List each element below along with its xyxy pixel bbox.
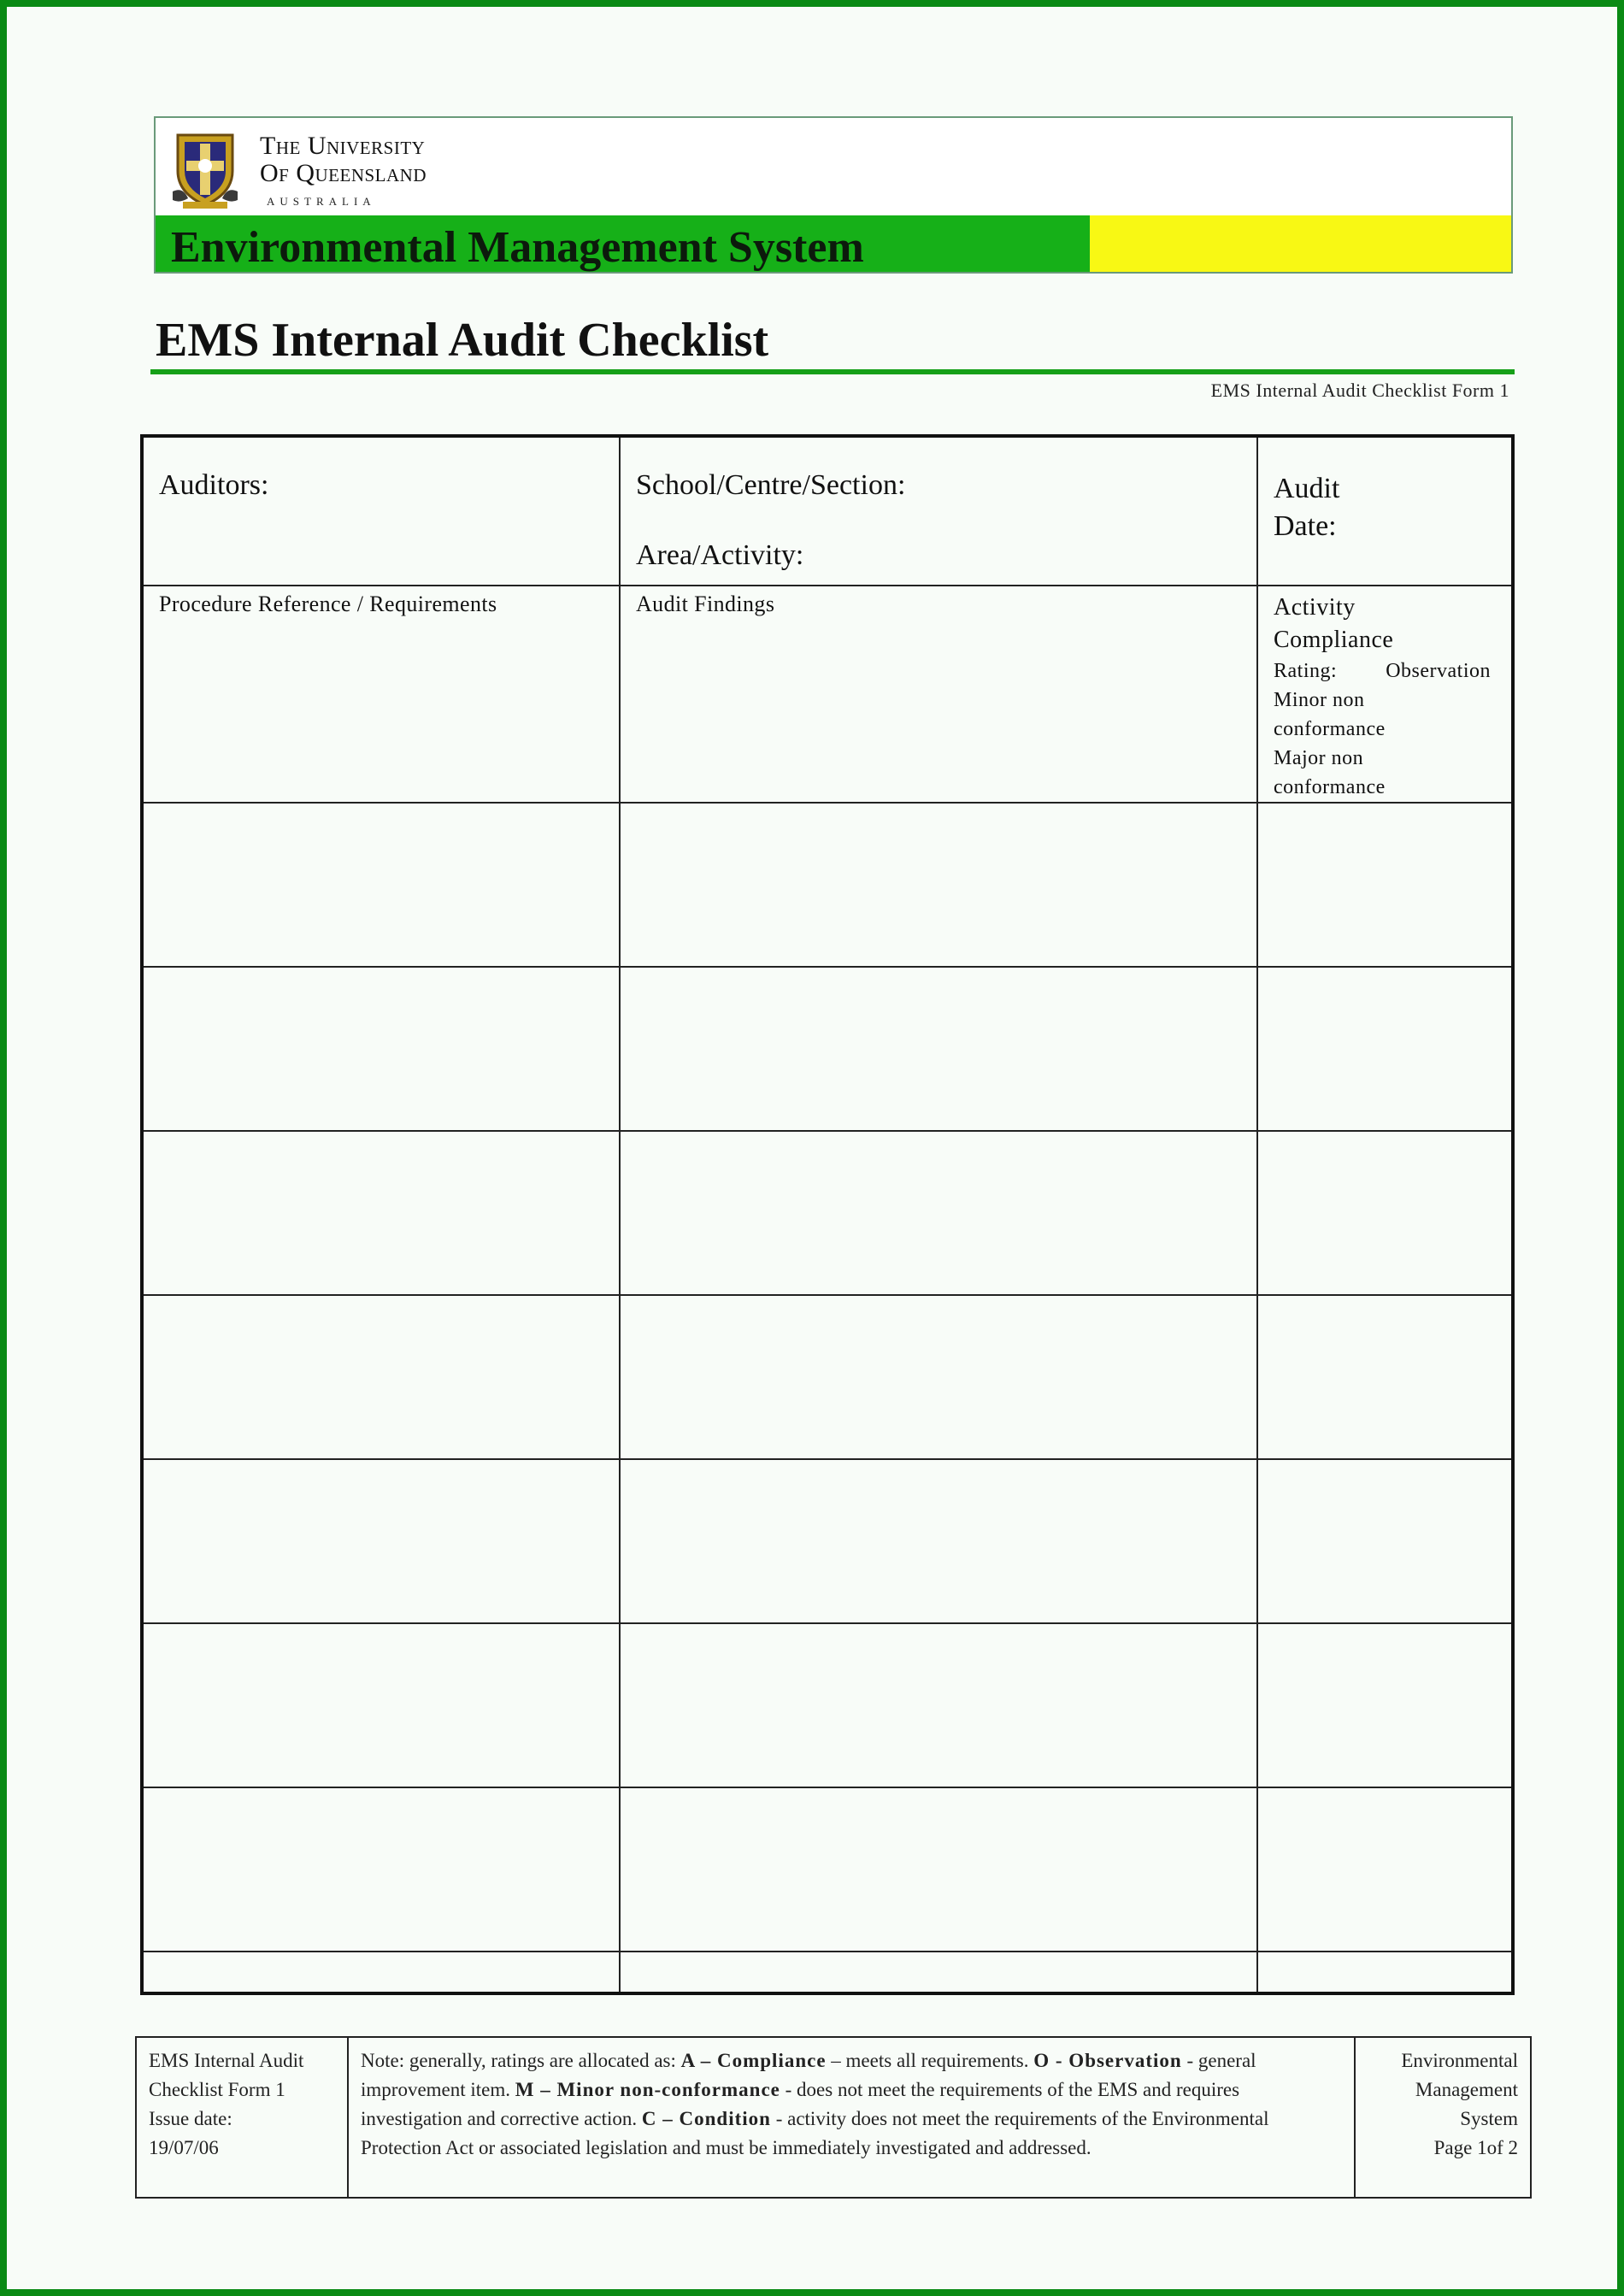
footer-form-line1: EMS Internal Audit — [149, 2050, 304, 2071]
table-row — [142, 1295, 1513, 1459]
footer-system-line2: Management — [1415, 2079, 1518, 2100]
banner — [156, 215, 1511, 272]
document-title: EMS Internal Audit Checklist — [156, 314, 769, 367]
note-observation: O - Observation — [1033, 2050, 1182, 2071]
column-header-row — [142, 586, 1513, 803]
note-prefix: Note: generally, ratings are allocated as: — [361, 2050, 681, 2071]
university-name-line1: The University — [260, 132, 426, 160]
procedure-header-cell — [142, 586, 620, 803]
auditors-label: Auditors: — [159, 469, 269, 501]
table-row — [142, 1787, 1513, 1952]
footer-issue-label: Issue date: — [149, 2108, 232, 2129]
university-crest-icon — [171, 127, 239, 210]
footer-system-line1: Environmental — [1401, 2050, 1518, 2071]
findings-cell[interactable] — [620, 967, 1257, 1131]
school-label: School/Centre/Section: — [636, 469, 906, 501]
rating-activity: Activity — [1274, 594, 1356, 621]
findings-cell[interactable] — [620, 1623, 1257, 1787]
findings-cell[interactable] — [620, 1787, 1257, 1952]
university-name-line2: Of Queensland — [260, 159, 427, 187]
footer-issue-date: 19/07/06 — [149, 2137, 219, 2158]
rating-header-cell — [1257, 586, 1513, 803]
footer-system-line3: System — [1460, 2108, 1518, 2129]
procedure-cell[interactable] — [142, 1787, 620, 1952]
procedure-header: Procedure Reference / Requirements — [159, 592, 497, 616]
rating-row — [1258, 656, 1511, 686]
note-condition-text: - activity does not meet the requirements of the Environmental Protection Act or associated legislation and must be immediately investigated and addressed. — [361, 2108, 1269, 2158]
findings-header-cell — [620, 586, 1257, 803]
note-condition: C – Condition — [641, 2108, 771, 2129]
table-row — [142, 1952, 1513, 1993]
letterhead — [154, 116, 1513, 274]
procedure-cell[interactable] — [142, 967, 620, 1131]
rating-cell[interactable] — [1257, 1623, 1513, 1787]
procedure-cell[interactable] — [142, 1295, 620, 1459]
table-row — [142, 1623, 1513, 1787]
procedure-cell[interactable] — [142, 1131, 620, 1295]
rating-cell[interactable] — [1257, 1131, 1513, 1295]
procedure-cell[interactable] — [142, 1623, 620, 1787]
footer-page-number: Page 1of 2 — [1433, 2137, 1518, 2158]
rating-cell[interactable] — [1257, 1295, 1513, 1459]
table-row — [142, 1459, 1513, 1623]
rating-compliance: Compliance — [1274, 627, 1394, 653]
findings-cell[interactable] — [620, 1952, 1257, 1993]
banner-yellow — [1090, 215, 1511, 272]
university-logo — [171, 127, 462, 212]
procedure-cell[interactable] — [142, 1459, 620, 1623]
findings-header: Audit Findings — [636, 592, 775, 616]
rating-label: Rating: — [1274, 660, 1338, 682]
rating-major-conformance: conformance — [1274, 776, 1386, 798]
title-rule — [150, 369, 1515, 374]
findings-cell[interactable] — [620, 1295, 1257, 1459]
note-minor-text: - does not meet the requirements of the EMS and requires investigation and corrective action. — [361, 2079, 1240, 2129]
note-observation-text: - general improvement item. — [361, 2050, 1256, 2100]
auditors-cell[interactable] — [142, 436, 620, 586]
rating-cell[interactable] — [1257, 803, 1513, 967]
rating-observation: Observation — [1386, 660, 1491, 682]
audit-checklist-table — [140, 434, 1515, 1995]
form-reference: EMS Internal Audit Checklist Form 1 — [1210, 380, 1509, 401]
audit-label: Audit — [1274, 473, 1340, 504]
table-row — [142, 1131, 1513, 1295]
table-row — [142, 967, 1513, 1131]
procedure-cell[interactable] — [142, 1952, 620, 1993]
rating-cell[interactable] — [1257, 1459, 1513, 1623]
footer-form-line2: Checklist Form 1 — [149, 2079, 285, 2100]
area-label: Area/Activity: — [636, 539, 804, 571]
table-row — [142, 803, 1513, 967]
note-minor: M – Minor non-conformance — [515, 2079, 780, 2100]
rating-cell[interactable] — [1257, 1952, 1513, 1993]
procedure-cell[interactable] — [142, 803, 620, 967]
footer-form-info — [136, 2037, 348, 2198]
date-label: Date: — [1274, 510, 1337, 542]
findings-cell[interactable] — [620, 1131, 1257, 1295]
page-footer — [135, 2036, 1532, 2199]
rating-cell[interactable] — [1257, 1787, 1513, 1952]
note-compliance: A – Compliance — [680, 2050, 827, 2071]
banner-title: Environmental Management System — [171, 223, 864, 272]
findings-cell[interactable] — [620, 1459, 1257, 1623]
rating-major: Major non — [1274, 747, 1364, 769]
rating-minor-conformance: conformance — [1274, 718, 1386, 740]
audit-date-cell[interactable] — [1257, 436, 1513, 586]
header-row — [142, 436, 1513, 586]
note-compliance-text: – meets all requirements. — [826, 2050, 1034, 2071]
findings-cell[interactable] — [620, 803, 1257, 967]
school-area-cell[interactable] — [620, 436, 1257, 586]
rating-minor: Minor non — [1274, 689, 1365, 711]
footer-system-info — [1355, 2037, 1531, 2198]
footer-note — [348, 2037, 1355, 2198]
university-country: AUSTRALIA — [267, 195, 376, 208]
rating-cell[interactable] — [1257, 967, 1513, 1131]
